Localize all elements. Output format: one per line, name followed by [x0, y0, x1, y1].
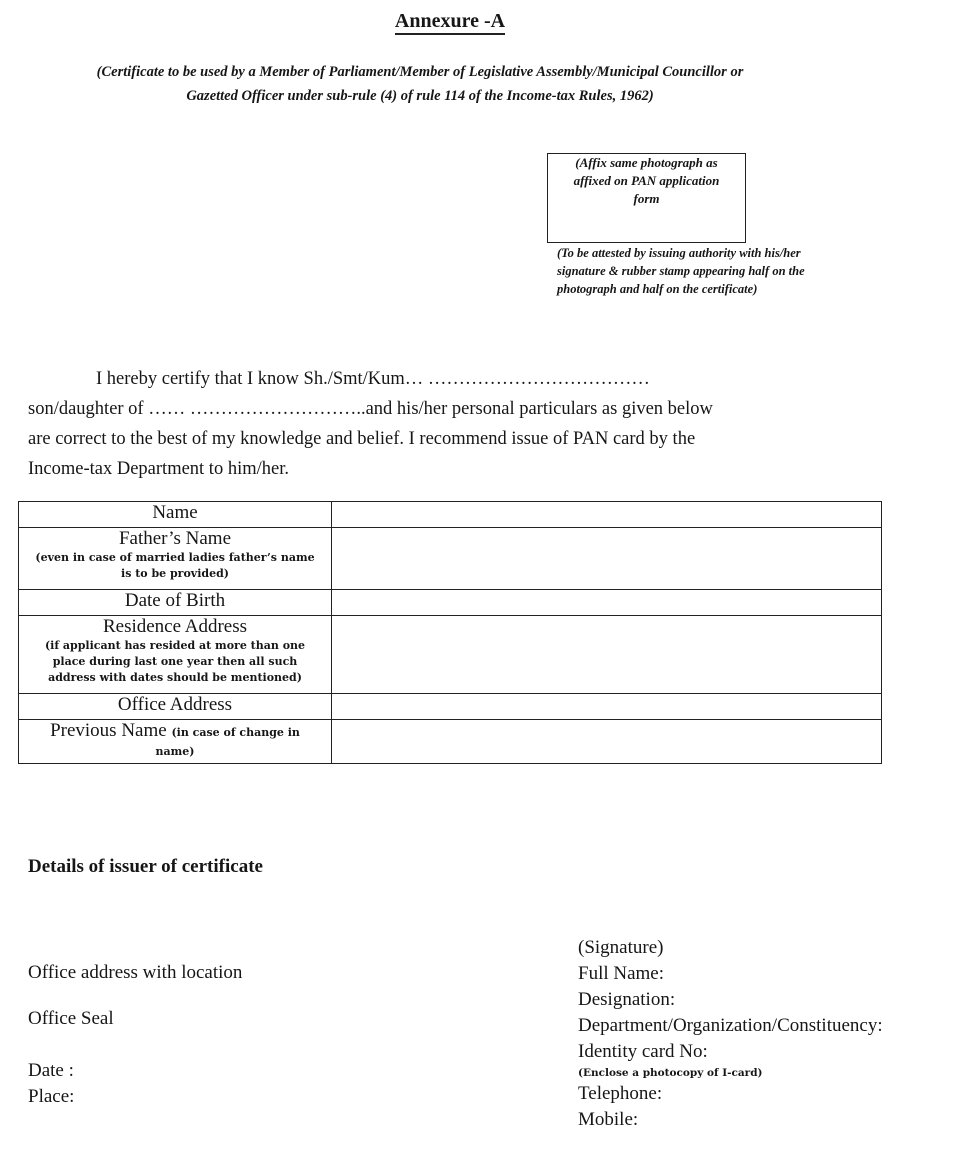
name-value-cell[interactable]: [332, 502, 882, 528]
residence-value-cell[interactable]: [332, 616, 882, 694]
name-label: Name: [152, 502, 198, 523]
table-row: [19, 720, 882, 764]
subtitle-line-2: Gazetted Officer under sub-rule (4) of rule 114 of the Income-tax Rules, 1962): [186, 88, 654, 104]
photo-box-line-1: (Affix same photograph as: [575, 155, 718, 170]
issuer-signature-block: [578, 935, 883, 1133]
table-row: [19, 694, 882, 720]
table-row: [19, 590, 882, 616]
residence-note-3: address with dates should be mentioned): [48, 671, 302, 684]
father-name-note-1: (even in case of married ladies father’s name: [35, 551, 315, 564]
photo-note-line-3: photograph and half on the certificate): [557, 282, 758, 296]
certification-line-1: I hereby certify that I know Sh./Smt/Kum… ………………………………: [96, 369, 650, 389]
table-row: [19, 528, 882, 590]
signature-label: (Signature): [578, 937, 664, 958]
office-address-with-location: Office address with location: [28, 962, 243, 983]
issuer-details-heading: Details of issuer of certificate: [28, 856, 263, 877]
previous-name-label: Previous Name: [50, 720, 167, 741]
certification-paragraph: [28, 364, 858, 484]
father-name-note-2: is to be provided): [121, 567, 229, 580]
identity-card-label: Identity card No:: [578, 1041, 708, 1062]
office-address-value-cell[interactable]: [332, 694, 882, 720]
page-title: [0, 10, 900, 33]
telephone-label: Telephone:: [578, 1083, 663, 1104]
particulars-table: [18, 501, 882, 764]
photo-box-line-2: affixed on PAN application: [573, 173, 720, 188]
certification-line-4: Income-tax Department to him/her.: [28, 459, 289, 479]
table-row: [19, 502, 882, 528]
previous-name-note-1: (in case of change in: [171, 726, 300, 739]
table-row: [19, 616, 882, 694]
photo-note-line-2: signature & rubber stamp appearing half on the: [557, 264, 805, 278]
previous-name-label-cell: [19, 720, 332, 764]
department-label: Department/Organization/Constituency:: [578, 1015, 883, 1036]
certificate-subtitle: [20, 60, 820, 108]
office-seal: Office Seal: [28, 1008, 114, 1029]
dob-label: Date of Birth: [124, 590, 226, 611]
residence-note-2: place during last one year then all such: [52, 655, 298, 668]
photograph-attestation-note: [557, 244, 877, 298]
mobile-label: Mobile:: [578, 1109, 639, 1130]
photo-box-line-3: form: [633, 191, 660, 206]
date-label: Date :: [28, 1060, 74, 1081]
designation-label: Designation:: [578, 989, 676, 1010]
father-name-label: Father’s Name: [118, 528, 232, 549]
name-label-cell: [19, 502, 332, 528]
father-name-value-cell[interactable]: [332, 528, 882, 590]
previous-name-value-cell[interactable]: [332, 720, 882, 764]
previous-name-note-2: name): [155, 745, 195, 758]
father-name-label-cell: [19, 528, 332, 590]
place-label: Place:: [28, 1086, 75, 1107]
identity-card-note: (Enclose a photocopy of I-card): [578, 1067, 763, 1079]
annexure-title: Annexure -A: [395, 10, 505, 35]
residence-label: Residence Address: [102, 616, 248, 637]
full-name-label: Full Name:: [578, 963, 665, 984]
certification-line-3: are correct to the best of my knowledge and belief. I recommend issue of PAN card by the: [28, 429, 696, 449]
photograph-box: [547, 153, 746, 243]
photo-note-line-1: (To be attested by issuing authority with his/her: [557, 246, 801, 260]
dob-value-cell[interactable]: [332, 590, 882, 616]
office-address-label-cell: [19, 694, 332, 720]
residence-note-1: (if applicant has resided at more than one: [44, 639, 306, 652]
certification-line-2: son/daughter of …… ………………………..and his/her personal particulars as given below: [28, 399, 713, 419]
residence-label-cell: [19, 616, 332, 694]
subtitle-line-1: (Certificate to be used by a Member of Parliament/Member of Legislative Assembly/Municipal Councillor or: [96, 64, 744, 80]
dob-label-cell: [19, 590, 332, 616]
office-address-label: Office Address: [117, 694, 233, 715]
